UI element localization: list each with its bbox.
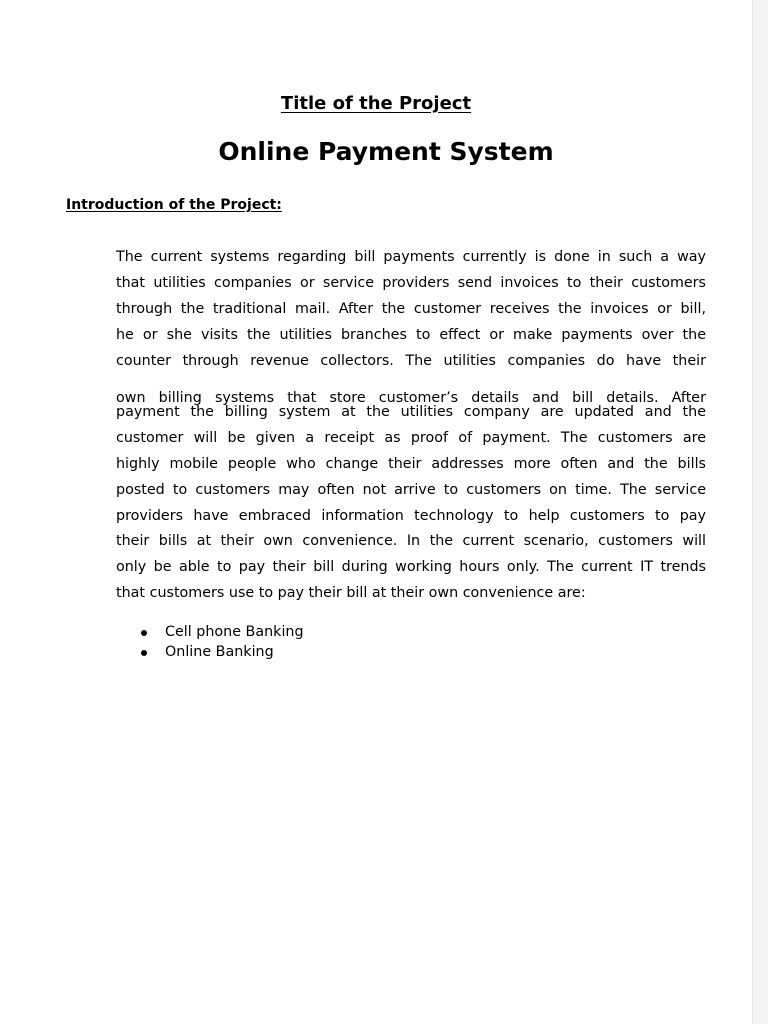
paragraph-line: counter through revenue collectors. The utilities companies do have their [116,352,706,369]
intro-paragraph-part-3 [116,400,706,607]
paragraph-line: he or she visits the utilities branches to effect or make payments over the [116,326,706,343]
paragraph-line: only be able to pay their bill during working hours only. The current IT trends [116,559,706,576]
bullet-list [116,623,304,662]
project-name: Online Payment System [218,137,554,166]
paragraph-line: providers have embraced information technology to help customers to pay [116,507,706,524]
paragraph-line: highly mobile people who change their addresses more often and the bills [116,455,706,472]
project-title-label: Title of the Project [280,93,472,114]
paragraph-line: The current systems regarding bill payments currently is done in such a way [116,249,706,265]
paragraph-line: their bills at their own convenience. In the current scenario, customers will [116,533,706,550]
list-item [116,623,304,643]
paragraph-line: posted to customers may often not arrive to customers on time. The service [116,481,706,498]
bullet-icon [141,630,147,636]
bullet-text: Online Banking [165,643,274,660]
paragraph-line: through the traditional mail. After the customer receives the invoices or bill, [116,300,706,317]
bullet-icon [141,650,147,656]
paragraph-line: own billing systems that store customer’s details and bill details. After [116,390,706,406]
paragraph-line: payment the billing system at the utilities company are updated and the [116,404,706,420]
bullet-text: Cell phone Banking [165,624,304,640]
paragraph-line: that utilities companies or service providers send invoices to their customers [116,274,706,291]
introduction-heading: Introduction of the Project: [66,197,282,213]
list-item [116,643,304,663]
intro-paragraph-part-1 [116,245,706,374]
paragraph-line: that customers use to pay their bill at their own convenience are: [116,585,586,602]
paragraph-line: customer will be given a receipt as proof of payment. The customers are [116,429,706,446]
